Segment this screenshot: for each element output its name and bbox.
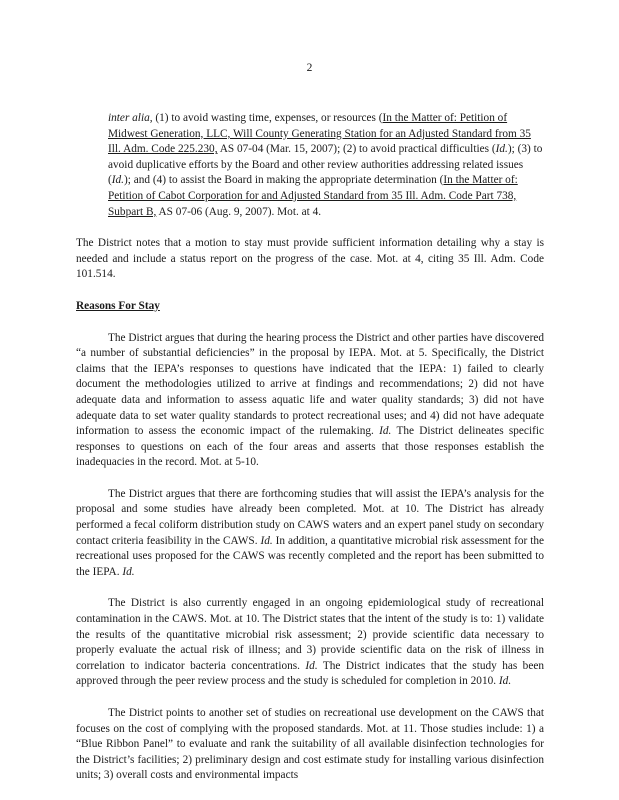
- paragraph-recreational-use-studies: The District points to another set of studies on recreational use development on the CAWS that focuses on the cost of complying with the proposed standards. Mot. at 11. Those studies include: 1) a “Blue Ribbon Panel” to evaluate and rank the suitability of all available disinfection technologies for the District’s facilities; 2) preliminary design and cost estimate study for installing various disinfection units; 3) overall costs and environmental impacts: [76, 707, 544, 782]
- id-citation: Id.: [122, 565, 135, 578]
- quote-text: ); and (4) to assist the Board in making the appropriate determination (: [124, 174, 444, 187]
- paragraph-motion-requirements: The District notes that a motion to stay must provide sufficient information detailing why a stay is needed and include a status report on the progress of the case. Mot. at 4, citing 35 Ill. Adm. Code 101.514.: [76, 237, 544, 281]
- paragraph-text: The District argues that during the hearing process the District and other parties have discovered “a number of substantial deficiencies” in the proposal by IEPA. Mot. at 5. Specifically, the District claims that the IEPA’s responses to questions have indicated that the IEPA: 1) failed to clearly document the methodologies utilized to arrive at findings and recommendations; 2) did not have adequate data and information to assess aquatic life and water quality standards; 3) did not have adequate data to set water quality standards to protect recreational uses; and 4) did not have adequate information to assess the economic impact of the rulemaking.: [76, 331, 544, 438]
- paragraph-forthcoming-studies: [76, 487, 544, 581]
- quote-text: AS 07-04 (Mar. 15, 2007); (2) to avoid practical difficulties (: [217, 143, 496, 156]
- id-citation: Id.: [111, 174, 125, 187]
- id-citation: Id.: [498, 675, 512, 688]
- quote-text: (1) to avoid wasting time, expenses, or resources (: [152, 112, 383, 124]
- quote-text: AS 07-06 (Aug. 9, 2007). Mot. at 4.: [156, 205, 322, 218]
- page-number: 2: [306, 62, 313, 74]
- paragraph-text: The District is also currently engaged in an ongoing epidemiological study of recreational contamination in the CAWS. Mot. at 10. The District states that the intent of the study is to: 1) validate the results of the quantitative microbial risk assessment; 2) provide scientific data necessary to properly evaluate the actual risk of illness; and 3) provide scientific data on the risk of illness in correlation to indicator bacteria concentrations.: [76, 597, 544, 672]
- block-quote: [76, 111, 544, 220]
- paragraph-text: In addition, a quantitative microbial risk assessment for the recreational uses proposed for the CAWS was recently completed and the report has been submitted to the IEPA.: [76, 534, 544, 578]
- id-citation: Id.: [260, 534, 273, 547]
- id-citation: Id.: [379, 425, 392, 438]
- id-citation: Id.: [495, 143, 508, 156]
- latin-phrase: inter alia,: [108, 112, 153, 124]
- paragraph-text: The District delineates specific responses to questions on each of the four areas and asserts that those responses establish the inadequacies in the record. Mot. at 5-10.: [76, 425, 544, 469]
- case-citation-cabot-corporation: In the Matter of: Petition of Cabot Corporation for and Adjusted Standard from 35 Ill. Adm. Code Part 738, Subpart B,: [108, 174, 518, 218]
- case-citation-midwest-generation: In the Matter of: Petition of Midwest Generation, LLC, Will County Generating Station for an Adjusted Standard from 35 Ill. Adm. Code 225.230,: [108, 112, 531, 156]
- paragraph-text: The District argues that there are forthcoming studies that will assist the IEPA’s analysis for the proposal and some studies have already been completed. Mot. at 10. The District has already performed a fecal coliform distribution study on CAWS waters and an expert panel study on secondary contact criteria feasibility in the CAWS.: [76, 487, 544, 547]
- paragraph-epidemiological-study: [76, 596, 544, 690]
- section-heading: Reasons For Stay: [76, 299, 160, 312]
- quote-text: ); (3) to avoid duplicative efforts by the Board and other review authorities addressing related issues (: [108, 143, 543, 187]
- paragraph-text: The District indicates that the study has been approved through the peer review process and the study is scheduled for completion in 2010.: [76, 659, 544, 688]
- paragraph-deficiencies: [76, 331, 544, 471]
- id-citation: Id.: [305, 659, 318, 672]
- document-body: [76, 111, 544, 784]
